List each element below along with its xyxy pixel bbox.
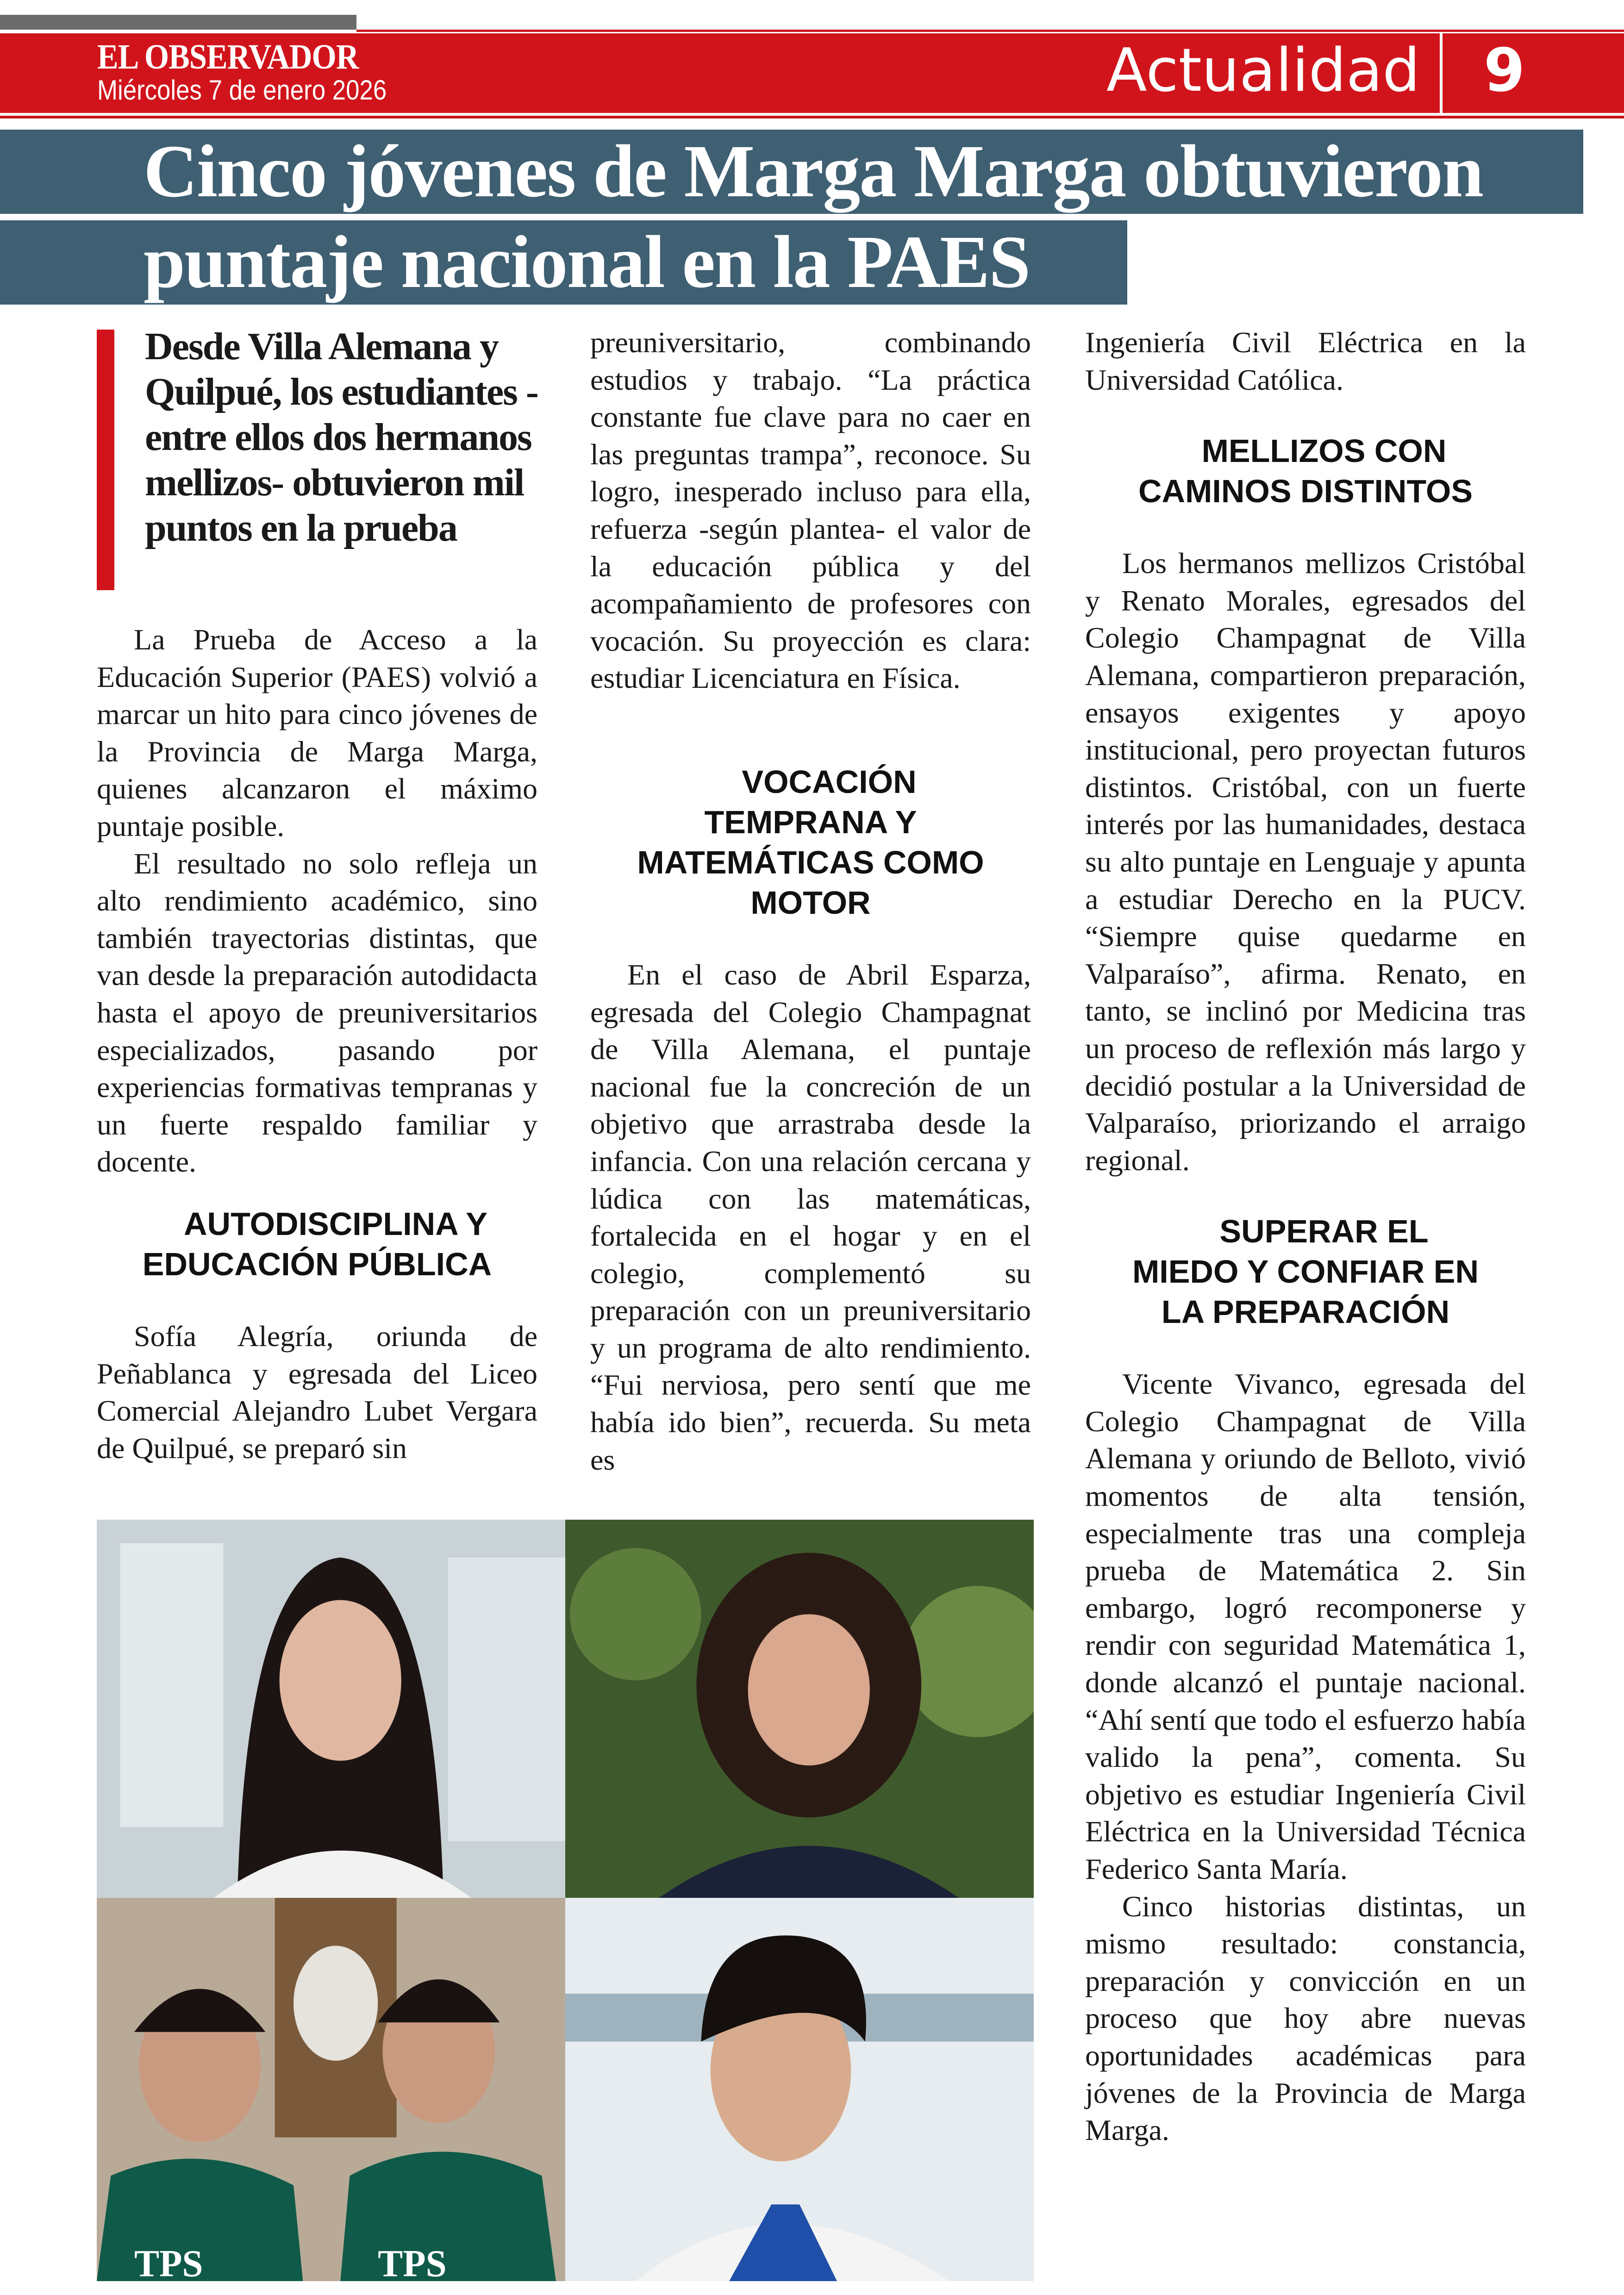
subheading: VOCACIÓN TEMPRANA Y MATEMÁTICAS COMO MOTOR <box>637 763 984 921</box>
paragraph: El resultado no solo refleja un alto rendimiento académico, sino también trayectorias distintas, que van desde la preparación autodidacta hasta el apoyo de preuniversitarios especializados, pasando por experiencias formativas tempranas y un fuerte respaldo familiar y docente. <box>97 847 537 1179</box>
paragraph: Cinco historias distintas, un mismo resultado: constancia, preparación y convicción en un proceso que hoy abre nuevas oportunidades académicas para jóvenes de la Provincia de Marga Marga. <box>1085 1890 1526 2147</box>
headline-line-2: puntaje nacional en la PAES <box>144 221 1030 304</box>
paragraph: Vicente Vivanco, egresada del Colegio Champagnat de Villa Alemana y oriundo de Belloto, vivió momentos de alta tensión, especialmente tras una compleja prueba de Matemática 2. Sin embargo, logró recomponerse y rendir con seguridad Matemática 1, donde alcanzó el puntaje nacional. “Ahí sentí que todo el esfuerzo había valido la pena”, comenta. Su objetivo es estudiar Ingeniería Civil Eléctrica en la Universidad Técnica Federico Santa María. <box>1085 1367 1526 1885</box>
paragraph: Ingeniería Civil Eléctrica en la Universidad Católica. <box>1085 326 1526 396</box>
subheading: AUTODISCIPLINA Y EDUCACIÓN PÚBLICA <box>142 1205 492 1282</box>
article-column-3 <box>1085 324 1526 2149</box>
jersey-text: TPS <box>378 2242 447 2281</box>
header-divider <box>1440 33 1443 113</box>
photo-collage <box>97 1520 1034 2281</box>
photo-student-vicente <box>565 1898 1034 2281</box>
header-top-rule <box>356 30 1624 32</box>
headline-band-2 <box>0 220 1127 305</box>
article-column-2 <box>590 324 1031 1478</box>
header-gray-strip <box>0 15 356 30</box>
paragraph: preuniversitario, combinando estudios y trabajo. “La práctica constante fue clave para no caer en las preguntas trampa”, reconoce. Su logro, inesperado incluso para ella, refuerza -según plantea- el valor de la educación pública y del acompañamiento de profesores con vocación. Su proyección es clara: estudiar Licenciatura en Física. <box>590 326 1031 695</box>
subheading: SUPERAR EL MIEDO Y CONFIAR EN LA PREPARACIÓN <box>1132 1213 1479 1330</box>
photo-twins-morales <box>97 1898 565 2281</box>
newspaper-name: EL OBSERVADOR <box>97 37 359 76</box>
headline-band-1 <box>0 130 1583 214</box>
photo-student-abril <box>565 1520 1034 1898</box>
header-bottom-rule <box>0 116 1624 118</box>
subheading: MELLIZOS CON CAMINOS DISTINTOS <box>1138 433 1473 510</box>
paragraph: En el caso de Abril Esparza, egresada del Colegio Champagnat de Villa Alemana, el puntaje nacional fue la concreción de un objetivo que arrastraba desde la infancia. Con una relación cercana y lúdica con las matemáticas, fortalecida en el hogar y en el colegio, complementó su preparación con un preuniversitario y un programa de alto rendimiento. “Fui nerviosa, pero sentí que me había ido bien”, recuerda. Su meta es <box>590 958 1031 1476</box>
page-number: 9 <box>1484 36 1525 105</box>
paragraph: Los hermanos mellizos Cristóbal y Renato Morales, egresados del Colegio Champagnat de Villa Alemana, compartieron preparación, ensayos exigentes y apoyo institucional, pero proyectan futuros distintos. Cristóbal, con un fuerte interés por las humanidades, destaca su alto puntaje en Lenguaje y apunta a estudiar Derecho en la PUCV. “Siempre quise quedarme en Valparaíso”, afirma. Renato, en tanto, se inclinó por Medicina tras un proceso de reflexión más largo y decidió postular a la Universidad de Valparaíso, priorizando el arraigo regional. <box>1085 547 1526 1177</box>
paragraph: La Prueba de Acceso a la Educación Superior (PAES) volvió a marcar un hito para cinco jóvenes de la Provincia de Marga Marga, quienes alcanzaron el máximo puntaje posible. <box>97 623 537 842</box>
jersey-text: TPS <box>134 2242 203 2281</box>
photo-student-sofia <box>97 1520 565 1898</box>
article-column-1 <box>97 621 537 1467</box>
deck-accent-bar <box>97 330 114 590</box>
section-name: Actualidad <box>1106 36 1420 105</box>
issue-date: Miércoles 7 de enero 2026 <box>97 75 387 106</box>
paragraph: Sofía Alegría, oriunda de Peñablanca y egresada del Liceo Comercial Alejandro Lubet Vergara de Quilpué, se preparó sin <box>97 1319 537 1465</box>
headline-line-1: Cinco jóvenes de Marga Marga obtuvieron <box>144 130 1483 213</box>
deck-subtitle: Desde Villa Alemana y Quilpué, los estudiantes -entre ellos dos hermanos mellizos- obtuvieron mil puntos en la prueba <box>145 325 538 549</box>
